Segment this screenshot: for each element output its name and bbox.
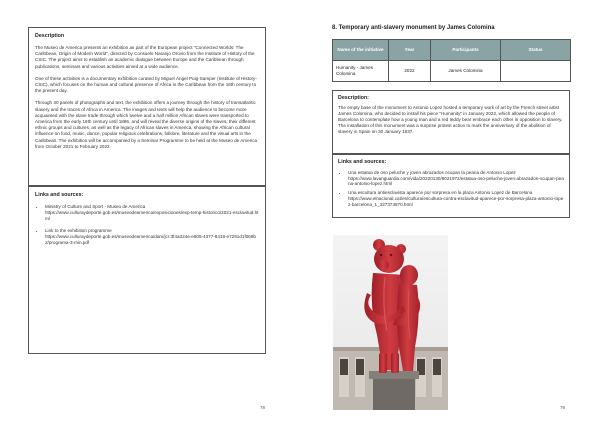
description-paragraph: The empty base of the monument to Antonio Lopez hosted a temporary work of art by the French street artist James Colomina, who decided to install his piece "Humanity" in January 2022, which allowed the people of Barcelona to contemplate how a young man and a red teddy bear embrace each other in opposition to slavery. The installation of this monument was a surprise protest action to mark the anniversary of the abolition of slavery in Spain on 30 January 1837. (338, 105, 563, 134)
link-item[interactable] (45, 204, 259, 223)
table-row (333, 61, 571, 82)
link-item[interactable] (45, 228, 259, 247)
table-header-row (333, 40, 571, 61)
link-text: Ministry of Culture and Sport - Museo de America (45, 204, 146, 209)
link-url[interactable]: https://www.lavanguardia.com/vida/20220130/8021972/estatua-oso-peluche-joven-abrazados-ocupan-peana-antonio-lopez.html (348, 175, 564, 187)
table-header-cell: Name of the initiative (333, 40, 389, 61)
description-paragraph: One of these activities is a documentary exhibition curated by Miguel Ángel Puig-Samper (Institute of History-CSIC), which focuses on the human and cultural presence of Africa in the Caribbean from the 16th century to the present day. (35, 75, 257, 94)
table-cell: James Colomina (431, 61, 501, 82)
table-cell: 2022 (389, 61, 431, 82)
table-cell (501, 61, 571, 82)
link-text: Link to the exhibition programme (45, 227, 112, 233)
link-url[interactable]: https://www.culturaydeporte.gob.es/museodeamerica/dam/jcr:3f4a324e-e805-4377-8418-e7291d1f069b2/programa-3-min.pdf (45, 233, 256, 246)
link-item[interactable] (348, 190, 564, 207)
initiative-table (332, 39, 571, 82)
links-title: Links and sources: (35, 192, 84, 198)
description-box (28, 27, 266, 186)
sculpture-photo (333, 235, 448, 410)
table-header-cell: Year (389, 40, 431, 61)
section-title: 8. Temporary anti-slavery monument by James Colomina (332, 25, 495, 31)
link-url[interactable]: https://www.elnacional.cat/es/cultura/escultura-contra-esclavitud-aparece-por-sorpresa-plaza-antonio-lopez-barcelona_1_327374870.html (348, 195, 564, 207)
description-paragraph: Through 30 panels of photographs and text, the exhibition offers a journey through the history of transatlantic slavery and the traces of Africa in America. The images and texts will help the audience to become more acquainted with the slave trade through which twelve and a half million African slaves were transported to America from the early 16th century until 1886, and will reveal the diverse origins of the slaves, their different ethnic groups and cultures, as well as the legacy of African slaves in America, showing the African cultural influence on food, music, dance, popular religious celebrations, folklore, literature and the visual arts in the Caribbean. The exhibition will be accompanied by a Seminar Programme to be held at the Museo de America from October 2021 to February 2022. (35, 100, 258, 149)
links-list (338, 170, 564, 207)
description-title: Description (35, 33, 65, 39)
links-title: Links and sources: (338, 159, 387, 165)
page-number: 78 (260, 405, 266, 410)
description-paragraph: The Museo de America presents an exhibition as part of the European project "Connected Worlds: The Caribbean, Origin of Modern World", directed by Consuelo Naranjo Orovio from the Institute of History of the CSIC. The project aims to establish an academic dialogue between Europe and the Caribbean through publications, seminars and various activities aimed at a wide audience. (35, 45, 255, 69)
link-item[interactable] (348, 170, 564, 187)
link-url[interactable]: https://www.culturaydeporte.gob.es/museodeamerica/exposiciones/exp-temp-historico/2021-esclavitud.html (45, 210, 259, 222)
link-text: Una estatua de oso peluche y joven abrazados ocupan la peana de Antonio Lopez (348, 170, 516, 175)
links-list (35, 204, 259, 246)
links-sources-box (332, 154, 570, 218)
table-header-cell: Participants (431, 40, 501, 61)
description-title: Description: (338, 95, 369, 101)
links-sources-box (28, 186, 266, 354)
table-cell: Humanity - James Colomina (333, 61, 389, 82)
table-header-cell: Status (501, 40, 571, 61)
page-number: 79 (560, 405, 566, 410)
link-text: Una escultura antiesclavista aparece por sorpresa en la plaza Antonio Lopez de Barcelona (348, 190, 533, 196)
description-box (332, 90, 570, 154)
